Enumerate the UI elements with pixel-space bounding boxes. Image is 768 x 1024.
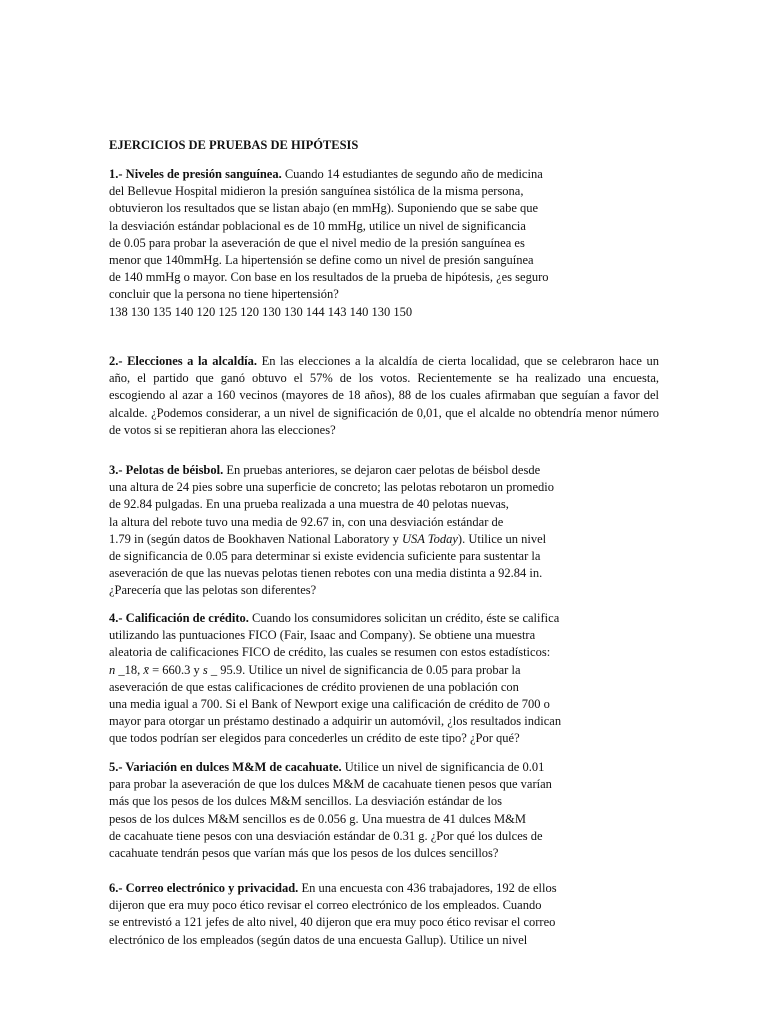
exercise-2-line-1: En las elecciones a la alcaldía de cierta localidad, que se celebraron hace un (257, 354, 659, 368)
exercise-3-heading: 3.- Pelotas de béisbol. (109, 463, 224, 477)
exercise-3-line-3: de 92.84 pulgadas. En una prueba realizada a una muestra de 40 pelotas nuevas, (109, 497, 509, 512)
exercise-5-line-6: cacahuate tendrán pesos que varían más que los pesos de los dulces sencillos? (109, 846, 499, 861)
exercise-1 (109, 166, 549, 321)
exercise-4-line-4c: _ 95.9. Utilice un nivel de significancia de 0.05 para probar la (207, 662, 521, 677)
exercise-3-line-5b: ). Utilice un nivel (457, 531, 547, 546)
exercise-3-line-4: la altura del rebote tuvo una media de 92.67 in, con una desviación estándar de (109, 514, 504, 529)
exercise-6-line-1: En una encuesta con 436 trabajadores, 192 de ellos (298, 881, 557, 895)
exercise-3-line-5a: 1.79 in (según datos de Bookhaven National Laboratory y (109, 531, 402, 546)
exercise-1-line-8: concluir que la persona no tiene hipertensión? (109, 287, 339, 302)
exercise-3-source-italic: USA Today (402, 531, 458, 546)
exercise-4-symbol-xbar: x̄ (143, 662, 149, 677)
exercise-1-line-6: menor que 140mmHg. La hipertensión se define como un nivel de presión sanguínea (109, 253, 534, 268)
exercise-1-line-5: de 0.05 para probar la aseveración de que el nivel medio de la presión sanguínea es (109, 235, 525, 250)
exercise-6-line-3: se entrevistó a 121 jefes de alto nivel, 40 dijeron que era muy poco ético revisar el correo (109, 915, 556, 930)
exercise-1-heading: 1.- Niveles de presión sanguínea. (109, 167, 282, 181)
exercise-5-line-5: de cacahuate tiene pesos con una desviación estándar de 0.31 g. ¿Por qué los dulces de (109, 828, 543, 843)
exercise-6-line-2: dijeron que era muy poco ético revisar el correo electrónico de los empleados. Cuando (109, 898, 542, 913)
exercise-4-symbol-n: n (109, 662, 116, 677)
exercise-4-line-3: aleatoria de calificaciones FICO de crédito, las cuales se resumen con estos estadísticos: (109, 645, 551, 660)
exercise-1-line-7: de 140 mmHg o mayor. Con base en los resultados de la prueba de hipótesis, ¿es seguro (109, 270, 549, 285)
exercise-3-line-1: En pruebas anteriores, se dejaron caer pelotas de béisbol desde (223, 463, 541, 477)
exercise-1-line-3: obtuvieron los resultados que se listan abajo (en mmHg). Suponiendo que se sabe que (109, 201, 539, 216)
exercise-4-line-4a: _18, (118, 662, 144, 677)
exercise-4-line-6: una media igual a 700. Si el Bank of Newport exige una calificación de crédito de 700 o (109, 697, 550, 712)
exercise-3 (109, 462, 554, 600)
exercise-4-line-7: mayor para otorgar un préstamo destinado a adquirir un automóvil, ¿los resultados indican (109, 714, 562, 729)
document-title: EJERCICIOS DE PRUEBAS DE HIPÓTESIS (109, 138, 359, 152)
exercise-5-line-4: pesos de los dulces M&M sencillos es de 0.056 g. Una muestra de 41 dulces M&M (109, 811, 526, 826)
exercise-3-line-2: una altura de 24 pies sobre una superficie de concreto; las pelotas rebotaron un promedio (109, 480, 554, 495)
exercise-4-heading: 4.- Calificación de crédito. (109, 611, 249, 625)
exercise-3-line-8: ¿Parecería que las pelotas son diferentes? (109, 583, 317, 598)
exercise-5-heading: 5.- Variación en dulces M&M de cacahuate. (109, 760, 342, 774)
exercise-1-line-1: Cuando 14 estudiantes de segundo año de medicina (281, 167, 543, 181)
exercise-2-line-3: escogiendo al azar a 160 vecinos (mayores de 18 años), 88 de los cuales afirmaban que seguían a favor del (109, 388, 659, 403)
exercise-4-symbol-s: s (202, 662, 208, 677)
exercise-5-line-1: Utilice un nivel de significancia de 0.01 (341, 760, 545, 774)
exercise-5 (109, 759, 552, 862)
exercise-1-data-values: 138 130 135 140 120 125 120 130 130 144 143 140 130 150 (109, 304, 413, 319)
exercise-2-line-5: de votos si se repitieran ahora las elecciones? (109, 422, 336, 437)
exercise-2-line-2: año, el partido que ganó obtuvo el 57% de los votos. Recientemente se ha realizado una encuesta, (109, 371, 659, 386)
exercise-6-line-4: electrónico de los empleados (según datos de una encuesta Gallup). Utilice un nivel (109, 932, 528, 947)
exercise-5-line-2: para probar la aseveración de que los dulces M&M de cacahuate tienen pesos que varían (109, 777, 552, 792)
exercise-4 (109, 610, 561, 748)
exercise-1-line-2: del Bellevue Hospital midieron la presión sanguínea sistólica de la misma persona, (109, 184, 524, 199)
exercise-4-line-2: utilizando las puntuaciones FICO (Fair, Isaac and Company). Se obtiene una muestra (109, 628, 536, 643)
exercise-6 (109, 880, 557, 949)
exercise-2-heading: 2.- Elecciones a la alcaldía. (109, 354, 258, 368)
exercise-3-line-7: aseveración de que las nuevas pelotas tienen rebotes con una media distinta a 92.84 in. (109, 566, 543, 581)
exercise-1-line-4: la desviación estándar poblacional es de 10 mmHg, utilice un nivel de significancia (109, 218, 526, 233)
exercise-2-line-4: alcalde. ¿Podemos considerar, a un nivel de significación de 0,01, que el alcalde no obtendría menor número (109, 405, 659, 420)
exercise-4-line-5: aseveración de que estas calificaciones de crédito provienen de una población con (109, 679, 519, 694)
exercise-5-line-3: más que los pesos de los dulces M&M sencillos. La desviación estándar de los (109, 794, 502, 809)
exercise-3-line-6: de significancia de 0.05 para determinar si existe evidencia suficiente para sustentar la (109, 549, 541, 564)
exercise-6-heading: 6.- Correo electrónico y privacidad. (109, 881, 299, 895)
exercise-4-line-8: que todos podrían ser elegidos para concederles un crédito de este tipo? ¿Por qué? (109, 731, 520, 746)
exercise-2 (109, 353, 659, 439)
exercise-4-line-4b: = 660.3 y (148, 662, 203, 677)
exercise-4-line-1: Cuando los consumidores solicitan un crédito, éste se califica (248, 611, 560, 625)
